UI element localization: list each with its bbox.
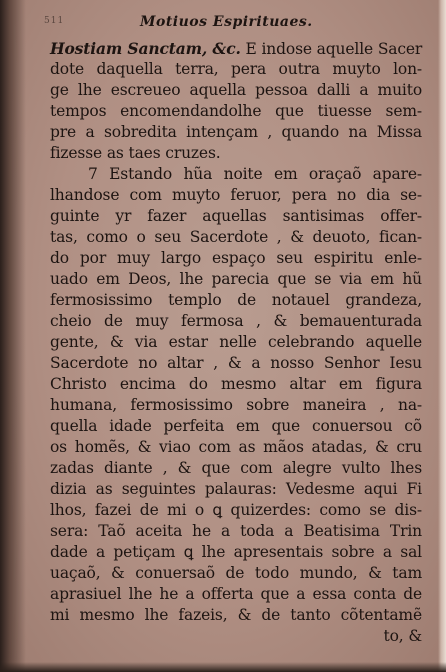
text-line: [50, 290, 422, 311]
text-line: [50, 59, 422, 80]
line-text: zadas diante , & que com alegre vulto lhes: [50, 459, 422, 477]
text-line: [50, 101, 422, 122]
line-text: mi mesmo lhe fazeis, & de tanto cõtentamẽ: [50, 606, 422, 624]
text-line: [50, 185, 422, 206]
text-line: [50, 353, 422, 374]
text-line: [50, 332, 422, 353]
line-text: E indose aquelle Sacer: [240, 40, 423, 58]
line-text: lhos, fazei de mi o ꝗ quizerdes: como se dis-: [50, 501, 422, 519]
line-text: guinte yr fazer aquellas santisimas offer-: [50, 207, 422, 225]
line-text: cheio de muy fermosa , & bemauenturada: [50, 312, 422, 330]
line-text: uaçaõ, & conuersaõ de todo mundo, & tam: [50, 564, 422, 582]
line-text: fizesse as taes cruzes.: [50, 144, 221, 162]
text-line: [50, 38, 422, 59]
text-line: [50, 80, 422, 101]
text-line: [50, 269, 422, 290]
running-head: Motiuos Espirituaes.: [140, 14, 313, 30]
text-line: [50, 458, 422, 479]
line-text: humana, fermosissimo sobre maneira , na-: [50, 396, 422, 414]
gutter-shadow: [0, 0, 26, 672]
line-text: quella idade perfeita em que conuersou cõ: [50, 417, 422, 435]
line-text: Sacerdote no altar , & a nosso Senhor Iesu: [50, 354, 422, 372]
line-text: os homẽs, & viao com as mãos atadas, & cru: [50, 438, 422, 456]
text-line: [50, 605, 422, 626]
italic-phrase: Hostiam Sanctam, &c.: [50, 39, 241, 58]
line-text: uado em Deos, lhe parecia que se via em hũ: [50, 270, 422, 288]
line-text: Christo encima do mesmo altar em figura: [50, 375, 422, 393]
bottom-shadow: [0, 662, 446, 672]
line-text: tempos encomendandolhe que tiuesse sem-: [50, 102, 422, 120]
line-text: pre a sobredita intençam , quando na Missa: [50, 123, 422, 141]
line-text: ge lhe escreueo aquella pessoa dalli a muito: [50, 81, 422, 99]
text-line: [50, 521, 422, 542]
text-line: [50, 542, 422, 563]
text-line: [50, 206, 422, 227]
text-line: [50, 479, 422, 500]
text-line: [50, 584, 422, 605]
line-text: lhandose com muyto feruor, pera no dia se-: [50, 186, 422, 204]
line-text: tas, como o seu Sacerdote , & deuoto, fican-: [50, 228, 422, 246]
line-text: sera: Taõ aceita he a toda a Beatisima Trin: [50, 522, 422, 540]
line-text: aprasiuel lhe he a offerta que a essa conta de: [50, 585, 422, 603]
line-text: gente, & via estar nelle celebrando aquelle: [50, 333, 422, 351]
text-line: [50, 227, 422, 248]
line-text: dote daquella terra, pera outra muyto lon-: [50, 60, 422, 78]
text-line: [50, 395, 422, 416]
text-line: [50, 311, 422, 332]
text-line: [50, 374, 422, 395]
body-text: [50, 38, 422, 647]
text-line: [50, 143, 422, 164]
text-line: [50, 563, 422, 584]
line-text: dade a petiçam ꝗ lhe apresentais sobre a sal: [50, 543, 422, 561]
page-number: 511: [44, 16, 65, 26]
text-line: [50, 416, 422, 437]
text-line: [50, 437, 422, 458]
catchword: to, &: [383, 627, 422, 645]
line-text: do por muy largo espaço seu espiritu enle-: [50, 249, 422, 267]
line-text: 7 Estando hũa noite em oraçaõ apare-: [88, 165, 422, 183]
page-edge: [438, 0, 446, 672]
text-line: [50, 248, 422, 269]
text-line: [50, 500, 422, 521]
line-text: dizia as seguintes palauras: Vedesme aqui Fi: [50, 480, 422, 498]
text-line: [50, 122, 422, 143]
text-line: [50, 164, 422, 185]
line-text: fermosissimo templo de notauel grandeza,: [50, 291, 422, 309]
